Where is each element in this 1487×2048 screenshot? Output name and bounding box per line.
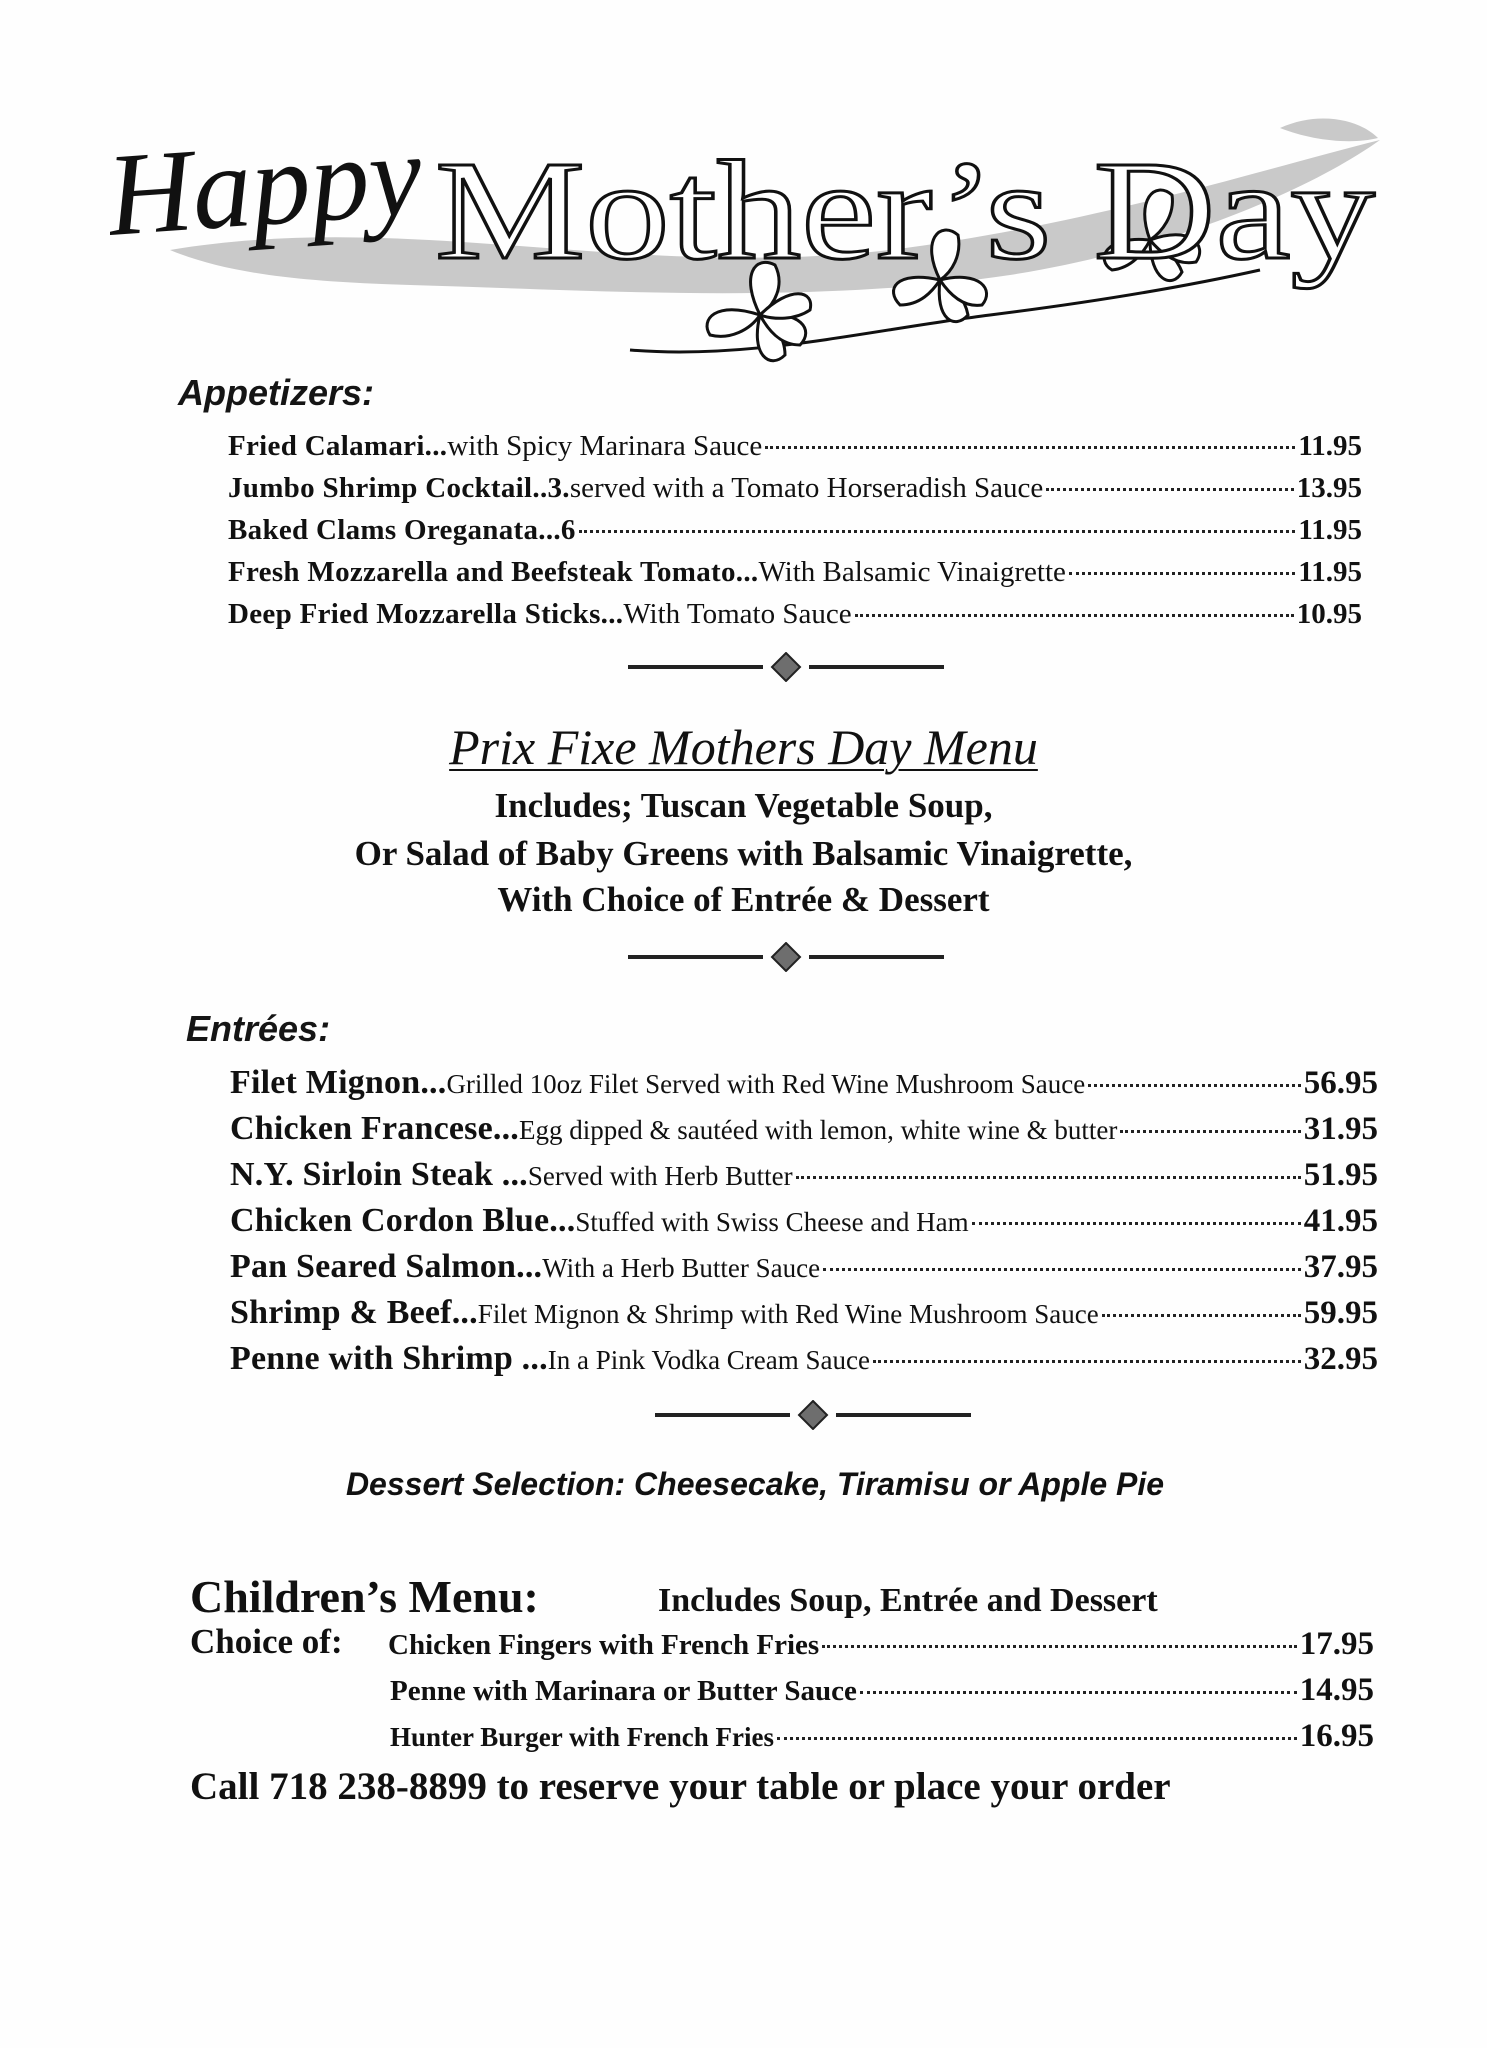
item-price: 59.95 <box>1303 1295 1378 1331</box>
appetizer-item <box>228 430 1362 472</box>
entree-item <box>230 1248 1378 1294</box>
item-desc: Filet Mignon & Shrimp with Red Wine Mushroom Sauce <box>477 1299 1099 1329</box>
item-name: Baked Clams Oreganata...6 <box>228 514 576 546</box>
kids-item <box>390 1672 1374 1716</box>
item-name: Chicken Fingers with French Fries <box>388 1629 820 1661</box>
prix-fixe-line: Or Salad of Baby Greens with Balsamic Vinaigrette, <box>354 834 1133 873</box>
section-divider <box>655 1400 971 1430</box>
item-price: 17.95 <box>1299 1626 1374 1662</box>
dot-leader <box>765 446 1295 449</box>
item-desc: In a Pink Vodka Cream Sauce <box>547 1345 870 1375</box>
item-price: 11.95 <box>1298 556 1362 588</box>
item-price: 51.95 <box>1303 1157 1378 1193</box>
dot-leader <box>1046 488 1294 491</box>
header-banner <box>110 100 1390 390</box>
appetizer-item <box>228 514 1362 556</box>
kids-item <box>388 1626 1374 1670</box>
item-name: Shrimp & Beef... <box>230 1294 478 1331</box>
dot-leader <box>860 1691 1297 1694</box>
childrens-menu-title: Children’s Menu: <box>190 1571 539 1622</box>
dot-leader <box>822 1645 1297 1648</box>
appetizer-item <box>228 556 1362 598</box>
appetizers-heading: Appetizers: <box>178 372 375 413</box>
item-name: N.Y. Sirloin Steak ... <box>230 1156 528 1193</box>
dot-leader <box>796 1176 1301 1179</box>
entree-item <box>230 1110 1378 1156</box>
item-desc: With Tomato Sauce <box>623 598 852 630</box>
entrees-heading: Entrées: <box>186 1008 331 1049</box>
section-divider <box>628 942 944 972</box>
header-outline-words: Mother’s Day <box>435 131 1375 289</box>
item-price: 56.95 <box>1303 1065 1378 1101</box>
dessert-selection: Dessert Selection: Cheesecake, Tiramisu or Apple Pie <box>345 1466 1165 1502</box>
dot-leader <box>873 1360 1301 1363</box>
item-desc: with Spicy Marinara Sauce <box>447 430 763 462</box>
banner-art <box>110 100 1390 390</box>
dot-leader <box>972 1222 1301 1225</box>
item-desc: Served with Herb Butter <box>527 1161 793 1191</box>
diamond-ornament-icon <box>799 1401 827 1429</box>
item-price: 41.95 <box>1303 1203 1378 1239</box>
childrens-menu-subtitle: Includes Soup, Entrée and Dessert <box>658 1582 1158 1619</box>
item-name: Jumbo Shrimp Cocktail..3. <box>228 472 570 504</box>
item-desc: Grilled 10oz Filet Served with Red Wine Mushroom Sauce <box>446 1069 1086 1099</box>
kids-item <box>390 1718 1374 1762</box>
item-price: 11.95 <box>1298 514 1362 546</box>
item-price: 37.95 <box>1303 1249 1378 1285</box>
item-name: Penne with Marinara or Butter Sauce <box>390 1675 857 1707</box>
item-price: 11.95 <box>1298 430 1362 462</box>
dot-leader <box>1120 1130 1300 1133</box>
item-price: 31.95 <box>1303 1111 1378 1147</box>
diamond-ornament-icon <box>772 653 800 681</box>
entree-item <box>230 1156 1378 1202</box>
section-divider <box>628 652 944 682</box>
entree-item <box>230 1064 1378 1110</box>
item-name: Penne with Shrimp ... <box>230 1340 548 1377</box>
dot-leader <box>1102 1314 1301 1317</box>
dot-leader <box>1069 572 1295 575</box>
prix-fixe-line: With Choice of Entrée & Dessert <box>497 880 990 919</box>
dot-leader <box>777 1737 1297 1740</box>
dot-leader <box>579 530 1296 533</box>
item-name: Pan Seared Salmon... <box>230 1248 543 1285</box>
item-price: 10.95 <box>1296 598 1362 630</box>
dot-leader <box>823 1268 1301 1271</box>
choice-of-label: Choice of: <box>190 1622 343 1661</box>
item-desc: served with a Tomato Horseradish Sauce <box>569 472 1044 504</box>
entree-item <box>230 1294 1378 1340</box>
item-desc: With Balsamic Vinaigrette <box>758 556 1066 588</box>
header-script-word: Happy <box>110 108 426 261</box>
item-desc: Egg dipped & sautéed with lemon, white wine & butter <box>518 1115 1118 1145</box>
item-name: Chicken Cordon Blue... <box>230 1202 576 1239</box>
prix-fixe-title: Prix Fixe Mothers Day Menu <box>449 719 1038 775</box>
call-to-action: Call 718 238-8899 to reserve your table or place your order <box>190 1765 1171 1808</box>
item-name: Fresh Mozzarella and Beefsteak Tomato... <box>228 556 759 588</box>
item-price: 16.95 <box>1299 1718 1374 1754</box>
item-name: Hunter Burger with French Fries <box>390 1722 774 1752</box>
entree-item <box>230 1202 1378 1248</box>
diamond-ornament-icon <box>772 943 800 971</box>
item-price: 14.95 <box>1299 1672 1374 1708</box>
item-desc: Stuffed with Swiss Cheese and Ham <box>575 1207 969 1237</box>
entree-item <box>230 1340 1378 1386</box>
item-name: Deep Fried Mozzarella Sticks... <box>228 598 624 630</box>
item-price: 13.95 <box>1296 472 1362 504</box>
dot-leader <box>855 614 1294 617</box>
item-name: Filet Mignon... <box>230 1064 447 1101</box>
dot-leader <box>1088 1084 1301 1087</box>
item-price: 32.95 <box>1303 1341 1378 1377</box>
item-desc: With a Herb Butter Sauce <box>542 1253 821 1283</box>
item-name: Fried Calamari... <box>228 430 448 462</box>
item-name: Chicken Francese... <box>230 1110 519 1147</box>
appetizer-item <box>228 598 1362 640</box>
prix-fixe-line: Includes; Tuscan Vegetable Soup, <box>494 786 993 825</box>
appetizer-item <box>228 472 1362 514</box>
